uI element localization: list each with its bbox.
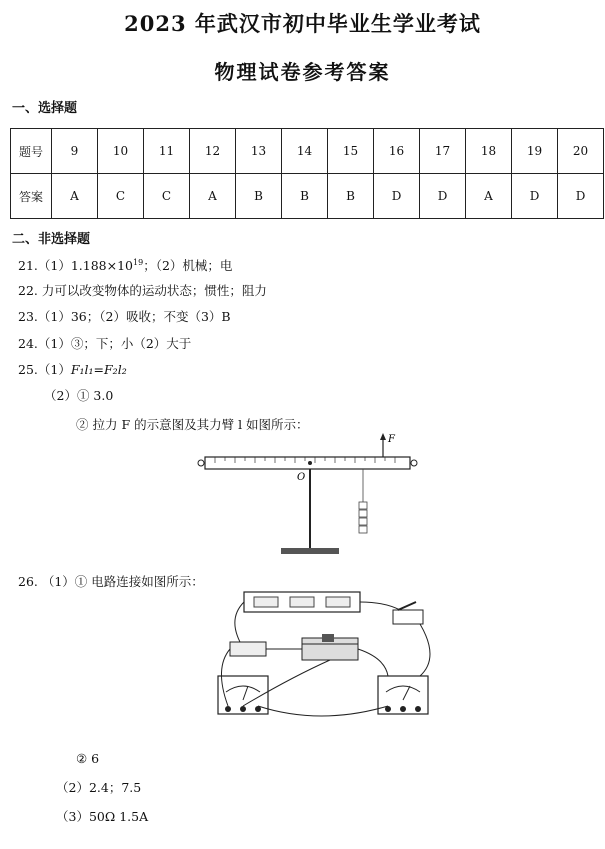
table-cell: 9 bbox=[52, 129, 98, 174]
table-cell: 20 bbox=[558, 129, 604, 174]
answer-q25-2: （2）① 3.0 bbox=[44, 388, 114, 403]
balance-nut-right bbox=[411, 460, 417, 466]
table-cell: 16 bbox=[374, 129, 420, 174]
table-row-answers bbox=[11, 174, 604, 219]
answer-q21 bbox=[18, 256, 232, 274]
table-cell: 17 bbox=[420, 129, 466, 174]
answer-key-title: 物理试卷参考答案 bbox=[214, 60, 391, 84]
resistor bbox=[230, 642, 266, 656]
table-cell: C bbox=[98, 174, 144, 219]
table-row-numbers bbox=[11, 129, 604, 174]
lever-figure bbox=[195, 432, 425, 564]
table-cell: 11 bbox=[144, 129, 190, 174]
section-choice-heading: 一、选择题 bbox=[12, 101, 78, 116]
table-cell: 13 bbox=[236, 129, 282, 174]
table-cell: D bbox=[420, 174, 466, 219]
stand-base bbox=[281, 548, 339, 554]
weight-2 bbox=[359, 510, 367, 517]
table-cell: A bbox=[466, 174, 512, 219]
answer-q22: 22. 力可以改变物体的运动状态；惯性；阻力 bbox=[18, 283, 267, 298]
table-cell: A bbox=[190, 174, 236, 219]
q25-equation: F₁l₁=F₂l₂ bbox=[70, 362, 127, 377]
rheostat-slider bbox=[322, 634, 334, 642]
battery-cell-2 bbox=[290, 597, 314, 607]
battery-cell-1 bbox=[254, 597, 278, 607]
answer-q25 bbox=[18, 360, 127, 378]
q21-part-a: 21.（1）1.188×10 bbox=[18, 258, 133, 273]
table-cell: 19 bbox=[512, 129, 558, 174]
q21-exponent: 19 bbox=[133, 257, 144, 267]
table-cell: B bbox=[328, 174, 374, 219]
lever-bar bbox=[205, 457, 410, 469]
answer-q26-1-2: ② 6 bbox=[76, 751, 100, 766]
table-cell: D bbox=[512, 174, 558, 219]
table-cell: 15 bbox=[328, 129, 374, 174]
pivot-point bbox=[308, 461, 312, 465]
table-cell: A bbox=[52, 174, 98, 219]
q25-part-a: 25.（1） bbox=[18, 362, 71, 377]
switch bbox=[393, 610, 423, 624]
ammeter-terminal bbox=[240, 706, 246, 712]
section-nonchoice-heading: 二、非选择题 bbox=[12, 232, 91, 247]
exam-title: 2023 年武汉市初中毕业生学业考试 bbox=[124, 11, 481, 36]
table-header-cell: 答案 bbox=[11, 174, 52, 219]
force-arrowhead bbox=[380, 433, 386, 440]
weight-1 bbox=[359, 502, 367, 509]
table-cell: 18 bbox=[466, 129, 512, 174]
battery-cell-3 bbox=[326, 597, 350, 607]
switch-blade bbox=[398, 602, 416, 610]
q21-part-b: ；（2）机械；电 bbox=[143, 258, 233, 273]
answer-q24: 24.（1）③；下；小（2）大于 bbox=[18, 336, 192, 351]
force-label: F bbox=[388, 434, 395, 445]
answer-q26-3: （3）50Ω 1.5A bbox=[56, 809, 149, 824]
weight-4 bbox=[359, 526, 367, 533]
table-cell: D bbox=[558, 174, 604, 219]
table-cell: D bbox=[374, 174, 420, 219]
table-cell: B bbox=[282, 174, 328, 219]
ammeter-terminal bbox=[225, 706, 231, 712]
table-cell: B bbox=[236, 174, 282, 219]
table-cell: C bbox=[144, 174, 190, 219]
voltmeter-terminal bbox=[415, 706, 421, 712]
balance-nut-left bbox=[198, 460, 204, 466]
table-cell: 12 bbox=[190, 129, 236, 174]
answer-q23: 23.（1）36；（2）吸收；不变（3）B bbox=[18, 309, 231, 324]
pivot-label: O bbox=[297, 472, 306, 483]
table-cell: 10 bbox=[98, 129, 144, 174]
answer-q26-2: （2）2.4；7.5 bbox=[56, 780, 142, 795]
table-cell: 14 bbox=[282, 129, 328, 174]
answer-q25-2-figure-caption: ② 拉力 F 的示意图及其力臂 l 如图所示： bbox=[76, 417, 309, 432]
answer-table bbox=[10, 128, 604, 219]
voltmeter-terminal bbox=[400, 706, 406, 712]
table-header-cell: 题号 bbox=[11, 129, 52, 174]
weight-3 bbox=[359, 518, 367, 525]
circuit-figure bbox=[210, 588, 445, 728]
answer-q26: 26. （1）① 电路连接如图所示： bbox=[18, 574, 204, 589]
